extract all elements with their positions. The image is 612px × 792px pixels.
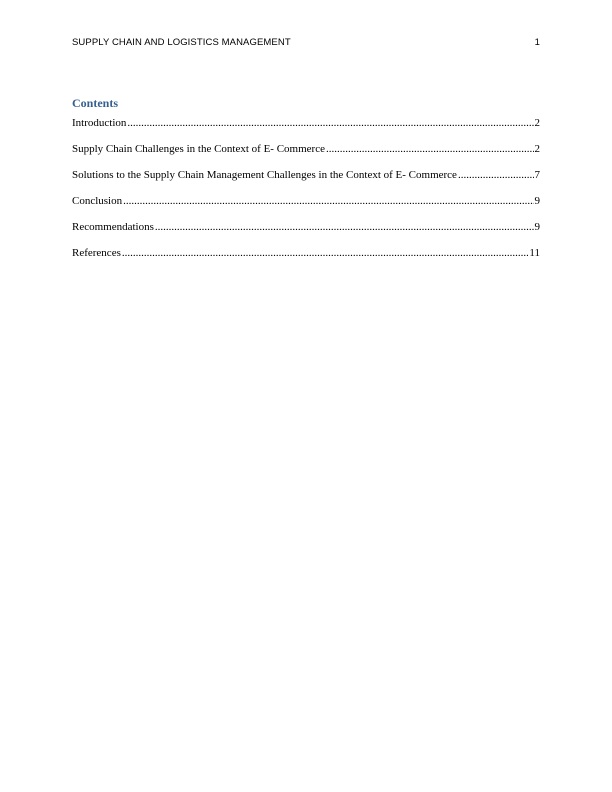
toc-dot-leader [326, 142, 534, 157]
toc-entry-page: 2 [534, 143, 540, 155]
toc-heading: Contents [72, 96, 119, 110]
toc-entry-label: Introduction [72, 117, 127, 129]
table-of-contents [72, 116, 540, 272]
toc-entry-references[interactable] [72, 246, 540, 261]
toc-entry-label: Solutions to the Supply Chain Management Challenges in the Context of E- Commerce [72, 169, 457, 181]
toc-entry-solutions[interactable] [72, 168, 540, 183]
toc-entry-label: Conclusion [72, 195, 123, 207]
toc-dot-leader [122, 246, 529, 261]
toc-entry-recommendations[interactable] [72, 220, 540, 235]
toc-dot-leader [127, 116, 533, 131]
page-number: 1 [534, 37, 540, 48]
toc-entry-page: 7 [534, 169, 540, 181]
toc-entry-introduction[interactable] [72, 116, 540, 131]
toc-entry-label: Supply Chain Challenges in the Context of E- Commerce [72, 143, 325, 155]
running-head-title: SUPPLY CHAIN AND LOGISTICS MANAGEMENT [72, 37, 291, 48]
toc-entry-page: 11 [529, 247, 540, 259]
toc-entry-page: 9 [534, 195, 540, 207]
toc-entry-page: 9 [534, 221, 540, 233]
page-header [72, 37, 540, 51]
toc-entry-conclusion[interactable] [72, 194, 540, 209]
toc-entry-label: Recommendations [72, 221, 154, 233]
toc-entry-challenges[interactable] [72, 142, 540, 157]
toc-entry-label: References [72, 247, 121, 259]
toc-dot-leader [458, 168, 534, 183]
toc-dot-leader [123, 194, 533, 209]
toc-dot-leader [155, 220, 534, 235]
toc-entry-page: 2 [534, 117, 540, 129]
